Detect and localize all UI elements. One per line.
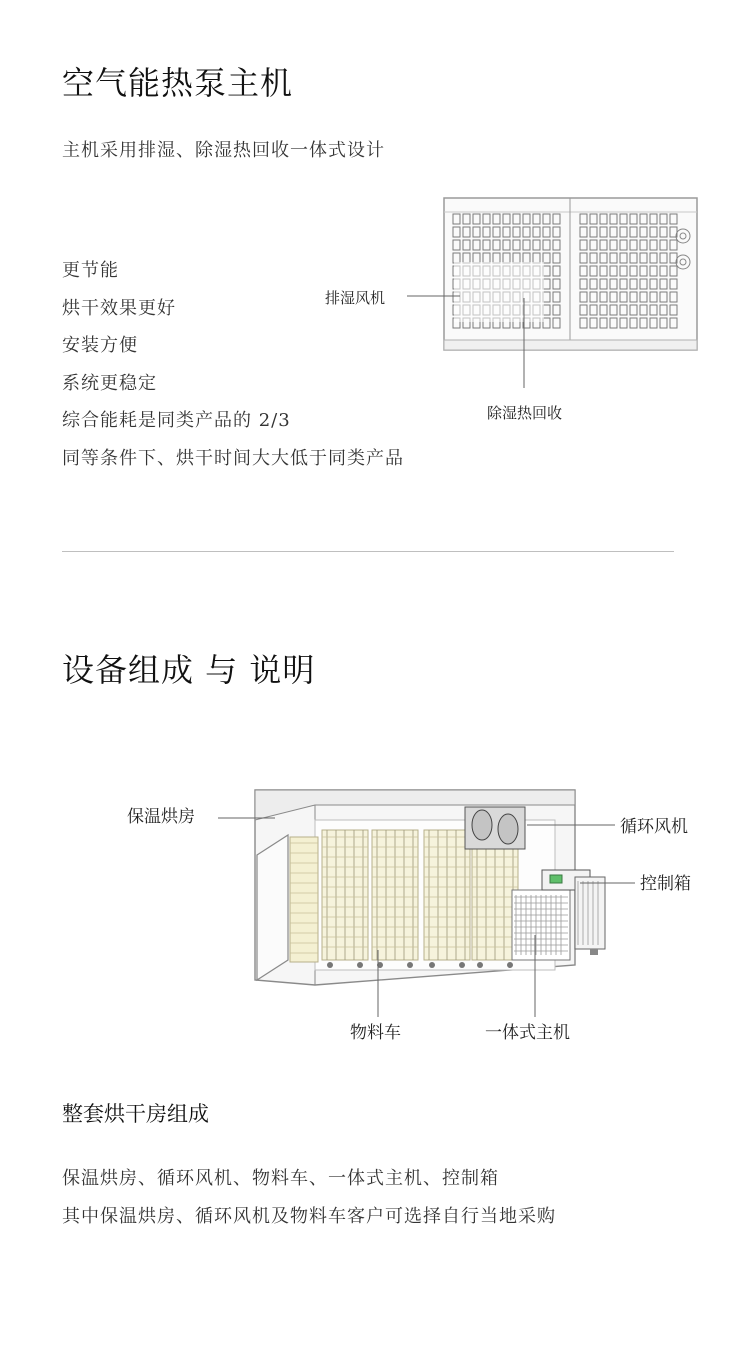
wheel-icon (327, 962, 333, 968)
wheel-icon (459, 962, 465, 968)
label-integrated-host: 一体式主机 (485, 1023, 570, 1043)
composition-line: 保温烘房、循环风机、物料车、一体式主机、控制箱 (62, 1168, 499, 1189)
material-carts (290, 830, 518, 968)
section-title-equipment: 设备组成 与 说明 (62, 651, 316, 689)
external-host-unit (575, 877, 605, 955)
material-cart (372, 830, 418, 968)
label-exhaust-fan: 排湿风机 (325, 289, 386, 307)
drying-room-diagram (110, 775, 710, 1055)
wheel-icon (477, 962, 483, 968)
feature-item: 安装方便 (62, 335, 138, 356)
feature-item: 系统更稳定 (62, 372, 157, 394)
wheel-icon (507, 962, 513, 968)
feature-item: 同等条件下、烘干时间大大低于同类产品 (62, 447, 404, 469)
section-title-heat-pump: 空气能热泵主机 (62, 64, 294, 102)
label-control-box: 控制箱 (640, 874, 691, 894)
circulation-fan (465, 807, 525, 849)
composition-line: 其中保温烘房、循环风机及物料车客户可选择自行当地采购 (62, 1206, 556, 1227)
room-door (257, 835, 288, 980)
material-cart (424, 830, 470, 968)
label-heat-recovery: 除湿热回收 (487, 404, 563, 422)
feature-item: 烘干效果更好 (62, 297, 176, 319)
wheel-icon (407, 962, 413, 968)
section-subtitle: 主机采用排湿、除湿热回收一体式设计 (62, 140, 385, 161)
wheel-icon (357, 962, 363, 968)
feature-item: 更节能 (62, 260, 119, 281)
heat-pump-diagram (300, 190, 710, 450)
label-material-cart: 物料车 (350, 1023, 401, 1043)
feature-item: 综合能耗是同类产品的 2/3 (62, 410, 291, 431)
label-circulation-fan: 循环风机 (620, 817, 688, 837)
wheel-icon (429, 962, 435, 968)
section-divider (62, 551, 674, 552)
composition-heading: 整套烘干房组成 (62, 1102, 209, 1126)
integrated-host-unit (512, 890, 570, 960)
material-cart (290, 837, 318, 962)
material-cart (322, 830, 368, 968)
label-insulated-room: 保温烘房 (127, 807, 195, 827)
material-cart (472, 830, 518, 968)
